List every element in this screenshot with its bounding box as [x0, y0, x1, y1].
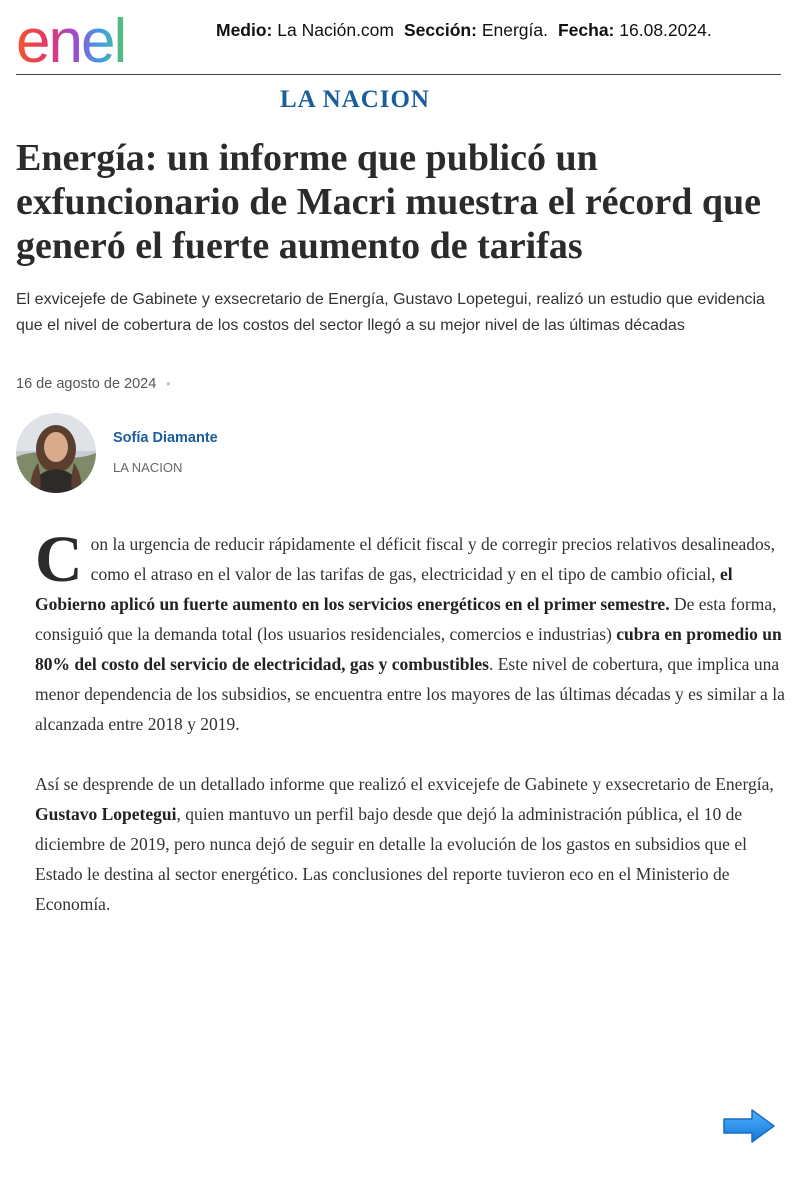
article-subhead: El exvicejefe de Gabinete y exsecretario de Energía, Gustavo Lopetegui, realizó un estudio que evidencia que el nivel de cobertura de los costos del sector llegó a su mejor nivel de las últimas décadas [16, 291, 765, 334]
article-paragraph [35, 769, 785, 919]
seccion-label: Sección: [404, 20, 477, 40]
masthead: LA NACION [280, 86, 430, 113]
author-organization: LA NACION [113, 460, 183, 475]
enel-logo [16, 8, 181, 70]
date-separator: • [166, 377, 171, 391]
paragraph-bold-text: cubra en promedio un 80% del costo del servicio de electricidad, gas y combustibles [35, 624, 782, 674]
article-body [35, 523, 785, 949]
article-date-line [16, 376, 171, 392]
header-divider [16, 74, 781, 75]
seccion-value: Energía. [481, 20, 548, 40]
author-name[interactable]: Sofía Diamante [113, 430, 218, 446]
article-paragraph [35, 523, 785, 739]
fecha-value: 16.08.2024. [619, 20, 712, 40]
paragraph-bold-text: Gustavo Lopetegui [35, 804, 177, 824]
author-avatar[interactable] [16, 413, 96, 493]
fecha-label: Fecha: [557, 20, 615, 40]
medio-value: La Nación.com [277, 20, 394, 40]
article-date: 16 de agosto de 2024 [16, 376, 157, 392]
paragraph-text: , quien mantuvo un perfil bajo desde que dejó la administración pública, el 10 de diciembre de 2019, pero nunca dejó de seguir en detalle la evolución de los gastos en subsidios que el Estado le destina al sector energético. Las conclusiones del reporte tuvieron eco en el Ministerio de Economía. [35, 804, 747, 914]
paragraph-text: Así se desprende de un detallado informe que realizó el exvicejefe de Gabinete y exsecretario de Energía, [35, 774, 774, 794]
paragraph-text: . Este nivel de cobertura, que implica una menor dependencia de los subsidios, se encuentra entre los mayores de las últimas décadas y es similar a la alcanzada entre 2018 y 2019. [35, 654, 785, 734]
svg-text:enel: enel [16, 8, 126, 70]
medio-label: Medio: [216, 20, 273, 40]
next-arrow-icon[interactable] [722, 1108, 776, 1144]
paragraph-bold-text: el Gobierno aplicó un fuerte aumento en los servicios energéticos en el primer semestre. [35, 564, 733, 614]
press-clipping-meta [216, 20, 712, 41]
paragraph-text: De esta forma, consiguió que la demanda total (los usuarios residenciales, comercios e industrias) [35, 594, 777, 644]
paragraph-text: on la urgencia de reducir rápidamente el déficit fiscal y de corregir precios relativos desalineados, como el atraso en el valor de las tarifas de gas, electricidad y en el tipo de cambio oficial, [90, 534, 775, 584]
drop-cap: C [35, 523, 83, 596]
article-headline: Energía: un informe que publicó un exfuncionario de Macri muestra el récord que generó el fuerte aumento de tarifas [16, 137, 762, 267]
